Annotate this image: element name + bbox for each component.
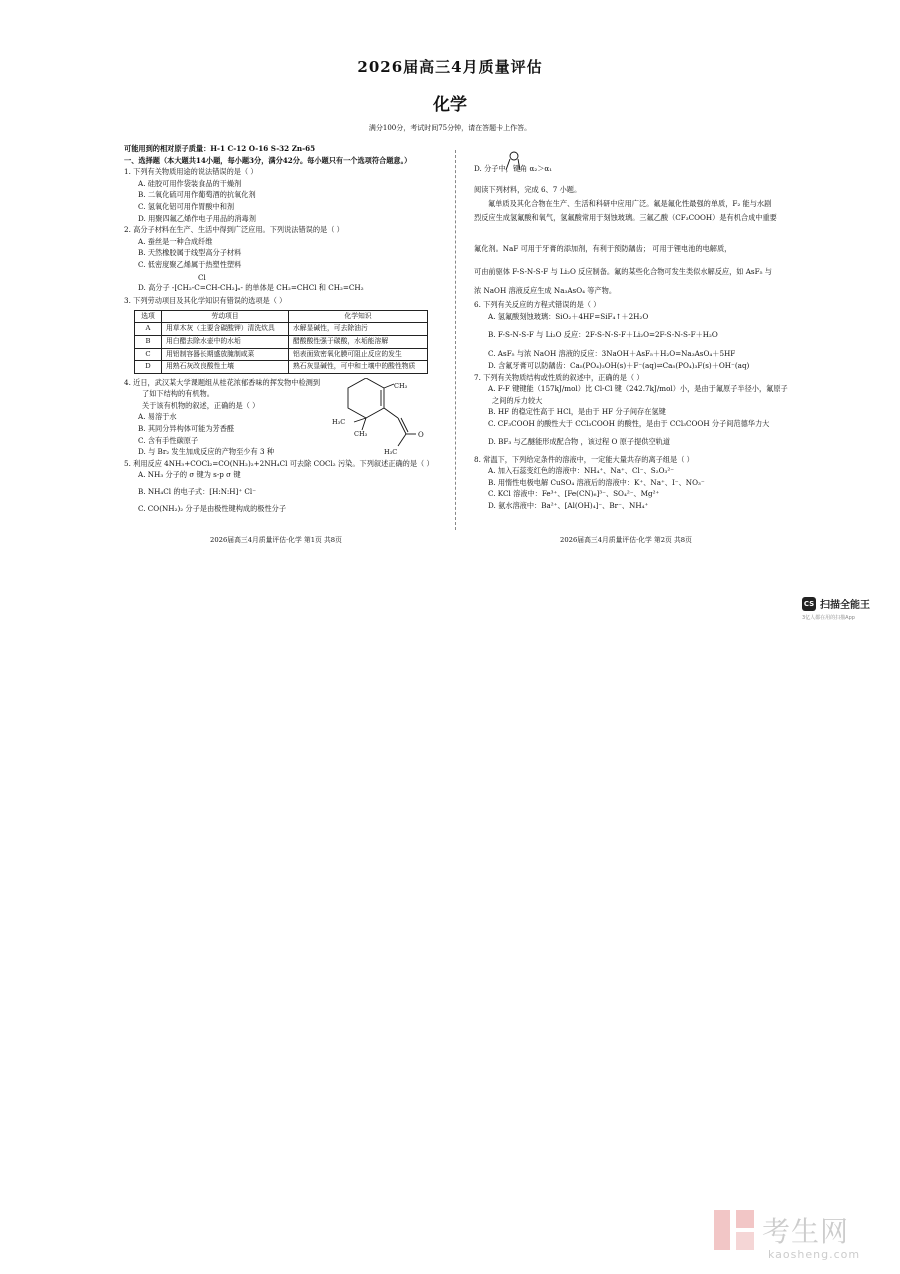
q8-option-d: D. 氨水溶液中：Ba²⁺、[Al(OH)₄]⁻、Br⁻、NH₄⁺ [488, 500, 649, 510]
watermark-logo-icon [712, 1208, 756, 1252]
footer-right: 2026届高三4月质量评估·化学 第2页 共8页 [560, 536, 692, 544]
section-heading: 一、选择题（本大题共14小题，每小题3分，满分42分。每小题只有一个选项符合题意。） [124, 155, 412, 165]
camscanner-tagline: 3亿人都在用的扫描App [802, 615, 855, 621]
q7-option-c: C. CF₃COOH 的酸性大于 CCl₃COOH 的酸性，是由于 CCl₃COOH 分子间范德华力大 [488, 418, 770, 428]
material-line-2: 烈反应生成氢氟酸和氧气，氢氟酸常用于刻蚀玻璃。三氟乙酸（CF₃COOH）是有机合成中重要 [474, 213, 777, 223]
q2-option-d: D. 高分子 -[CH₂-C=CH-CH₂]ₙ- 的单体是 CH₂=CHCl 和 CH₂=CH₂ [138, 282, 364, 292]
q7-option-b: B. HF 的稳定性高于 HCl，是由于 HF 分子间存在氢键 [488, 407, 666, 417]
camscanner-name: 扫描全能王 [820, 600, 870, 611]
q5-option-d: D. 分子中，键角 α₂＞α₁ [474, 164, 553, 173]
q6-option-b: B. F-S-N-S-F 与 Li₂O 反应：2F-S-N-S-F＋Li₂O=2F-S-N-S-F＋H₂O [488, 330, 718, 340]
question-3: 3. 下列劳动项目及其化学知识有错误的选项是（ ） [124, 296, 287, 306]
q6-option-a: A. 氢氟酸刻蚀玻璃：SiO₂＋4HF=SiF₄↑＋2H₂O [488, 311, 649, 321]
q4-option-c: C. 含有手性碳原子 [138, 435, 199, 445]
watermark-text: 考生网 [762, 1215, 850, 1248]
q7-option-d: D. BF₃ 与乙醚能形成配合物 ，该过程 O 原子提供空轨道 [488, 436, 671, 446]
footer-left: 2026届高三4月质量评估·化学 第1页 共8页 [210, 536, 342, 544]
table-cell: 用熟石灰改良酸性土壤 [162, 361, 289, 374]
camscanner-logo [802, 596, 870, 611]
table-cell: C [135, 348, 162, 361]
atomic-mass-line: 可能用到的相对原子质量：H-1 C-12 O-16 S-32 Zn-65 [124, 144, 316, 153]
q1-option-a: A. 硅胶可用作袋装食品的干燥剂 [138, 178, 242, 188]
q4-molecule-structure [318, 378, 428, 456]
q2-option-b: B. 天然橡胶属于线型高分子材料 [138, 248, 242, 258]
table-cell: B [135, 335, 162, 348]
q2-option-c: C. 低密度聚乙烯属于热塑性塑料 [138, 259, 242, 269]
material-line-1: 氟单质及其化合物在生产、生活和科研中应用广泛。氟是氟化性最强的单质，F₂ 能与水剧 [488, 198, 772, 208]
table-cell: D [135, 361, 162, 374]
exam-notice: 满分100分，考试时间75分钟，请在答题卡上作答。 [368, 124, 532, 132]
watermark [712, 1208, 849, 1252]
q8-option-b: B. 用惰性电极电解 CuSO₄ 溶液后的溶液中：K⁺、Na⁺、I⁻、NO₃⁻ [488, 477, 705, 487]
material-line-3: 氟化剂。NaF 可用于牙膏的添加剂，有利于预防龋齿； 可用于锂电池的电解质， [474, 244, 732, 254]
question-6: 6. 下列有关反应的方程式错误的是（ ） [474, 300, 601, 310]
mol-label-ch3-top: CH₃ [394, 382, 408, 390]
table-cell: 熟石灰显碱性，可中和土壤中的酸性物质 [289, 361, 428, 374]
table-cell: 醋酸酸性强于碳酸，水垢能溶解 [289, 335, 428, 348]
q5-option-b: B. NH₄Cl 的电子式：[H:N:H]⁺ Cl⁻ [138, 487, 257, 497]
mol-label-o: O [418, 431, 424, 439]
q7-option-a: A. F-F 键键能（157kJ/mol）比 Cl-Cl 键（242.7kJ/mol）小，是由于氟原子半径小，氟原子 [488, 384, 788, 394]
question-7: 7. 下列有关物质结构或性质的叙述中，正确的是（ ） [474, 372, 644, 382]
table-cell: A [135, 323, 162, 336]
page-divider [455, 150, 456, 530]
q5-option-c: C. CO(NH₂)₂ 分子是由极性键构成的极性分子 [138, 504, 287, 514]
q8-option-c: C. KCl 溶液中：Fe³⁺、[Fe(CN)₆]³⁻、SO₄²⁻、Mg²⁺ [488, 489, 660, 499]
q1-option-d: D. 用聚四氟乙烯作电子用品的消毒剂 [138, 213, 256, 223]
q4-option-a: A. 易溶于水 [138, 412, 177, 422]
q2-chlorine-label: Cl [198, 272, 206, 282]
mol-label-ch3: CH₃ [354, 430, 368, 438]
table-header: 选项 [135, 310, 162, 323]
table-row [135, 335, 428, 348]
q1-option-b: B. 二氧化硫可用作葡萄酒的抗氧化剂 [138, 190, 256, 200]
question-4: 4. 近日，武汉某大学课题组从桂花浓郁香味的挥发物中检测到 [124, 377, 321, 387]
q8-option-a: A. 加入石蕊变红色的溶液中：NH₄⁺、Na⁺、Cl⁻、S₂O₃²⁻ [488, 466, 675, 476]
left-page [124, 143, 444, 515]
watermark-url: kaosheng.com [768, 1248, 861, 1261]
table-header: 化学知识 [289, 310, 428, 323]
question-8: 8. 常温下，下列给定条件的溶液中，一定能大量共存的离子组是（ ） [474, 454, 694, 464]
q2-option-a: A. 蚕丝是一种合成纤维 [138, 236, 213, 246]
q5d-molecule-structure [496, 148, 532, 178]
material-line-5: 浓 NaOH 溶液反应生成 Na₃AsO₄ 等产物。 [474, 286, 617, 296]
q4-option-d: D. 与 Br₂ 发生加成反应的产物至少有 3 种 [138, 447, 275, 457]
q6-option-c: C. AsF₅ 与浓 NaOH 溶液的反应：3NaOH＋AsF₅＋H₂O=Na₃AsO₄＋5HF [488, 349, 736, 359]
question-4-line2: 了如下结构的有机物。 [142, 389, 214, 399]
table-cell: 水解显碱性，可去除油污 [289, 323, 428, 336]
table-cell: 用草木灰（主要含碳酸钾）清洗炊具 [162, 323, 289, 336]
q6-option-d: D. 含氟牙膏可以防龋齿：Ca₅(PO₄)₃OH(s)＋F⁻(aq)⇌Ca₅(PO₄)₃F(s)＋OH⁻(aq) [488, 360, 750, 370]
table-row [135, 361, 428, 374]
right-page [474, 160, 794, 512]
table-cell: 铝表面致密氧化膜可阻止反应的发生 [289, 348, 428, 361]
table-row [135, 323, 428, 336]
table-cell: 用白醋去除水壶中的水垢 [162, 335, 289, 348]
table-cell: 用铝制容器长期盛放腌制咸菜 [162, 348, 289, 361]
table-header-row [135, 310, 428, 323]
q1-option-c: C. 氢氧化铝可用作胃酸中和剂 [138, 201, 235, 211]
question-4-line3: 关于该有机物的叙述，正确的是（ ） [142, 400, 260, 410]
table-header: 劳动项目 [162, 310, 289, 323]
question-2: 2. 高分子材料在生产、生活中得到广泛应用。下列说法错误的是（ ） [124, 225, 344, 235]
table-row [135, 348, 428, 361]
exam-title: 2026届高三4月质量评估 [357, 58, 543, 76]
q7-option-a-cont: 之间的斥力较大 [492, 395, 543, 405]
q4-option-b: B. 其同分异构体可能为芳香醛 [138, 424, 235, 434]
q5-option-a: A. NH₃ 分子的 σ 键为 s-p σ 键 [138, 470, 241, 480]
mol-label-h3c-bottom: H₃C [384, 448, 398, 456]
question-1: 1. 下列有关物质用途的说法错误的是（ ） [124, 167, 258, 177]
material-line-4: 可由前驱体 F-S-N-S-F 与 Li₂O 反应制备。氟的某些化合物可发生类似水解反应，如 AsF₅ 与 [474, 267, 772, 277]
subject-title: 化学 [433, 95, 467, 115]
material-intro: 阅读下列材料，完成 6、7 小题。 [474, 185, 582, 194]
q3-table [134, 310, 428, 374]
mol-label-h3c: H₃C [332, 418, 346, 426]
question-5: 5. 利用反应 4NH₃+COCl₂=CO(NH₂)₂+2NH₄Cl 可去除 COCl₂ 污染。下列叙述正确的是（ ） [124, 458, 434, 468]
camscanner-icon: CS [802, 597, 816, 611]
